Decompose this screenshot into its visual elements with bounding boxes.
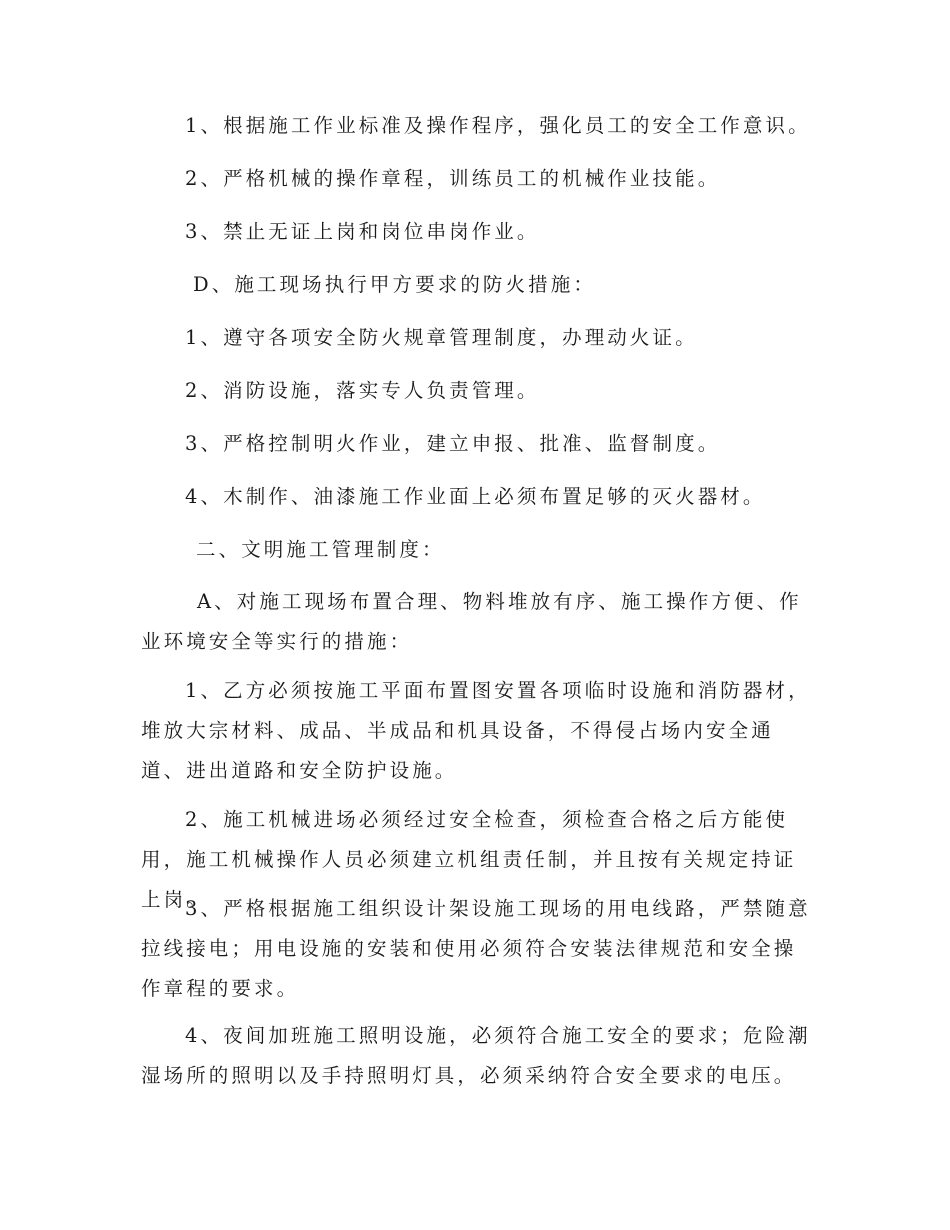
paragraph-temporary-facilities: 1、乙方必须按施工平面布置图安置各项临时设施和消防器材，堆放大宗材料、成品、半成品和机具设备，不得侵占场内安全通道、进出道路和安全防护设施。 [141,679,811,782]
paragraph-night-lighting: 4、夜间加班施工照明设施，必须符合施工安全的要求；危险潮湿场所的照明以及手持照明灯具，必须采纳符合安全要求的电压。 [141,1024,811,1087]
paragraph-extinguishers: 4、木制作、油漆施工作业面上必须布置足够的灭火器材。 [185,485,766,508]
paragraph-power-lines: 3、严格根据施工组织设计架设施工现场的用电线路，严禁随意拉线接电；用电设施的安装和使用必须符合安装法律规范和安全操作章程的要求。 [141,897,811,1000]
paragraph-no-certificate: 3、禁止无证上岗和岗位串岗作业。 [185,220,540,243]
paragraph-machine-rules: 2、严格机械的操作章程，训练员工的机械作业技能。 [185,167,721,190]
paragraph-site-layout-measures: A、对施工现场布置合理、物料堆放有序、施工操作方便、作业环境安全等实行的措施： [141,590,802,653]
paragraph-fire-rules: 1、遵守各项安全防火规章管理制度，办理动火证。 [185,326,698,349]
paragraph-open-fire: 3、严格控制明火作业，建立申报、批准、监督制度。 [185,432,721,455]
paragraph-machinery-inspection: 2、施工机械进场必须经过安全检查，须检查合格之后方能使用，施工机械操作人员必须建立机组责任制，并且按有关规定持证上岗。 [141,808,797,911]
section-heading-civilized-construction: 二、文明施工管理制度： [196,538,445,561]
paragraph-training-standards: 1、根据施工作业标准及操作程序，强化员工的安全工作意识。 [185,114,811,137]
paragraph-fire-facilities: 2、消防设施，落实专人负责管理。 [185,379,540,402]
paragraph-fire-heading: D、施工现场执行甲方要求的防火措施： [193,273,596,296]
